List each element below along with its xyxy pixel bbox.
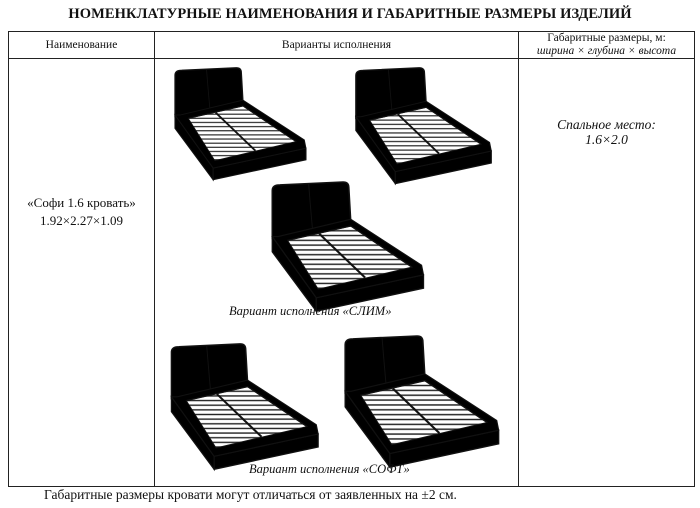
header-variants: Варианты исполнения: [155, 32, 519, 59]
sleeping-place-label: Спальное место:: [557, 117, 656, 132]
sleeping-place-size: 1.6×2.0: [585, 132, 628, 147]
product-name-block: [9, 194, 154, 230]
dimensions-cell: [519, 59, 695, 487]
spec-table: [8, 31, 695, 487]
header-dims-line1: Габаритные размеры, м:: [547, 32, 666, 44]
header-dims-line2: ширина × глубина × высота: [536, 45, 677, 57]
product-dimensions: 1.92×2.27×1.09: [40, 213, 123, 228]
product-name: «Софи 1.6 кровать»: [27, 195, 136, 210]
document-title: НОМЕНКЛАТУРНЫЕ НАИМЕНОВАНИЯ И ГАБАРИТНЫЕ РАЗМЕРЫ ИЗДЕЛИЙ: [68, 6, 632, 22]
bed-illustration-soft-1: [157, 343, 327, 473]
footnote: Габаритные размеры кровати могут отличаться от заявленных на ±2 см.: [44, 487, 457, 502]
bed-illustration-slim-2: [341, 67, 501, 187]
name-cell: [9, 59, 155, 487]
header-dimensions: [519, 32, 695, 59]
bed-illustration-slim-1: [163, 67, 313, 183]
bed-illustration-slim-3: [257, 181, 433, 315]
caption-slim: Вариант исполнения «СЛИМ»: [229, 304, 392, 318]
variants-cell: [155, 59, 519, 487]
sleeping-place-block: [519, 117, 694, 147]
header-name: Наименование: [9, 32, 155, 59]
bed-illustration-soft-2: [329, 335, 509, 471]
caption-soft: Вариант исполнения «СОФТ»: [249, 462, 410, 476]
